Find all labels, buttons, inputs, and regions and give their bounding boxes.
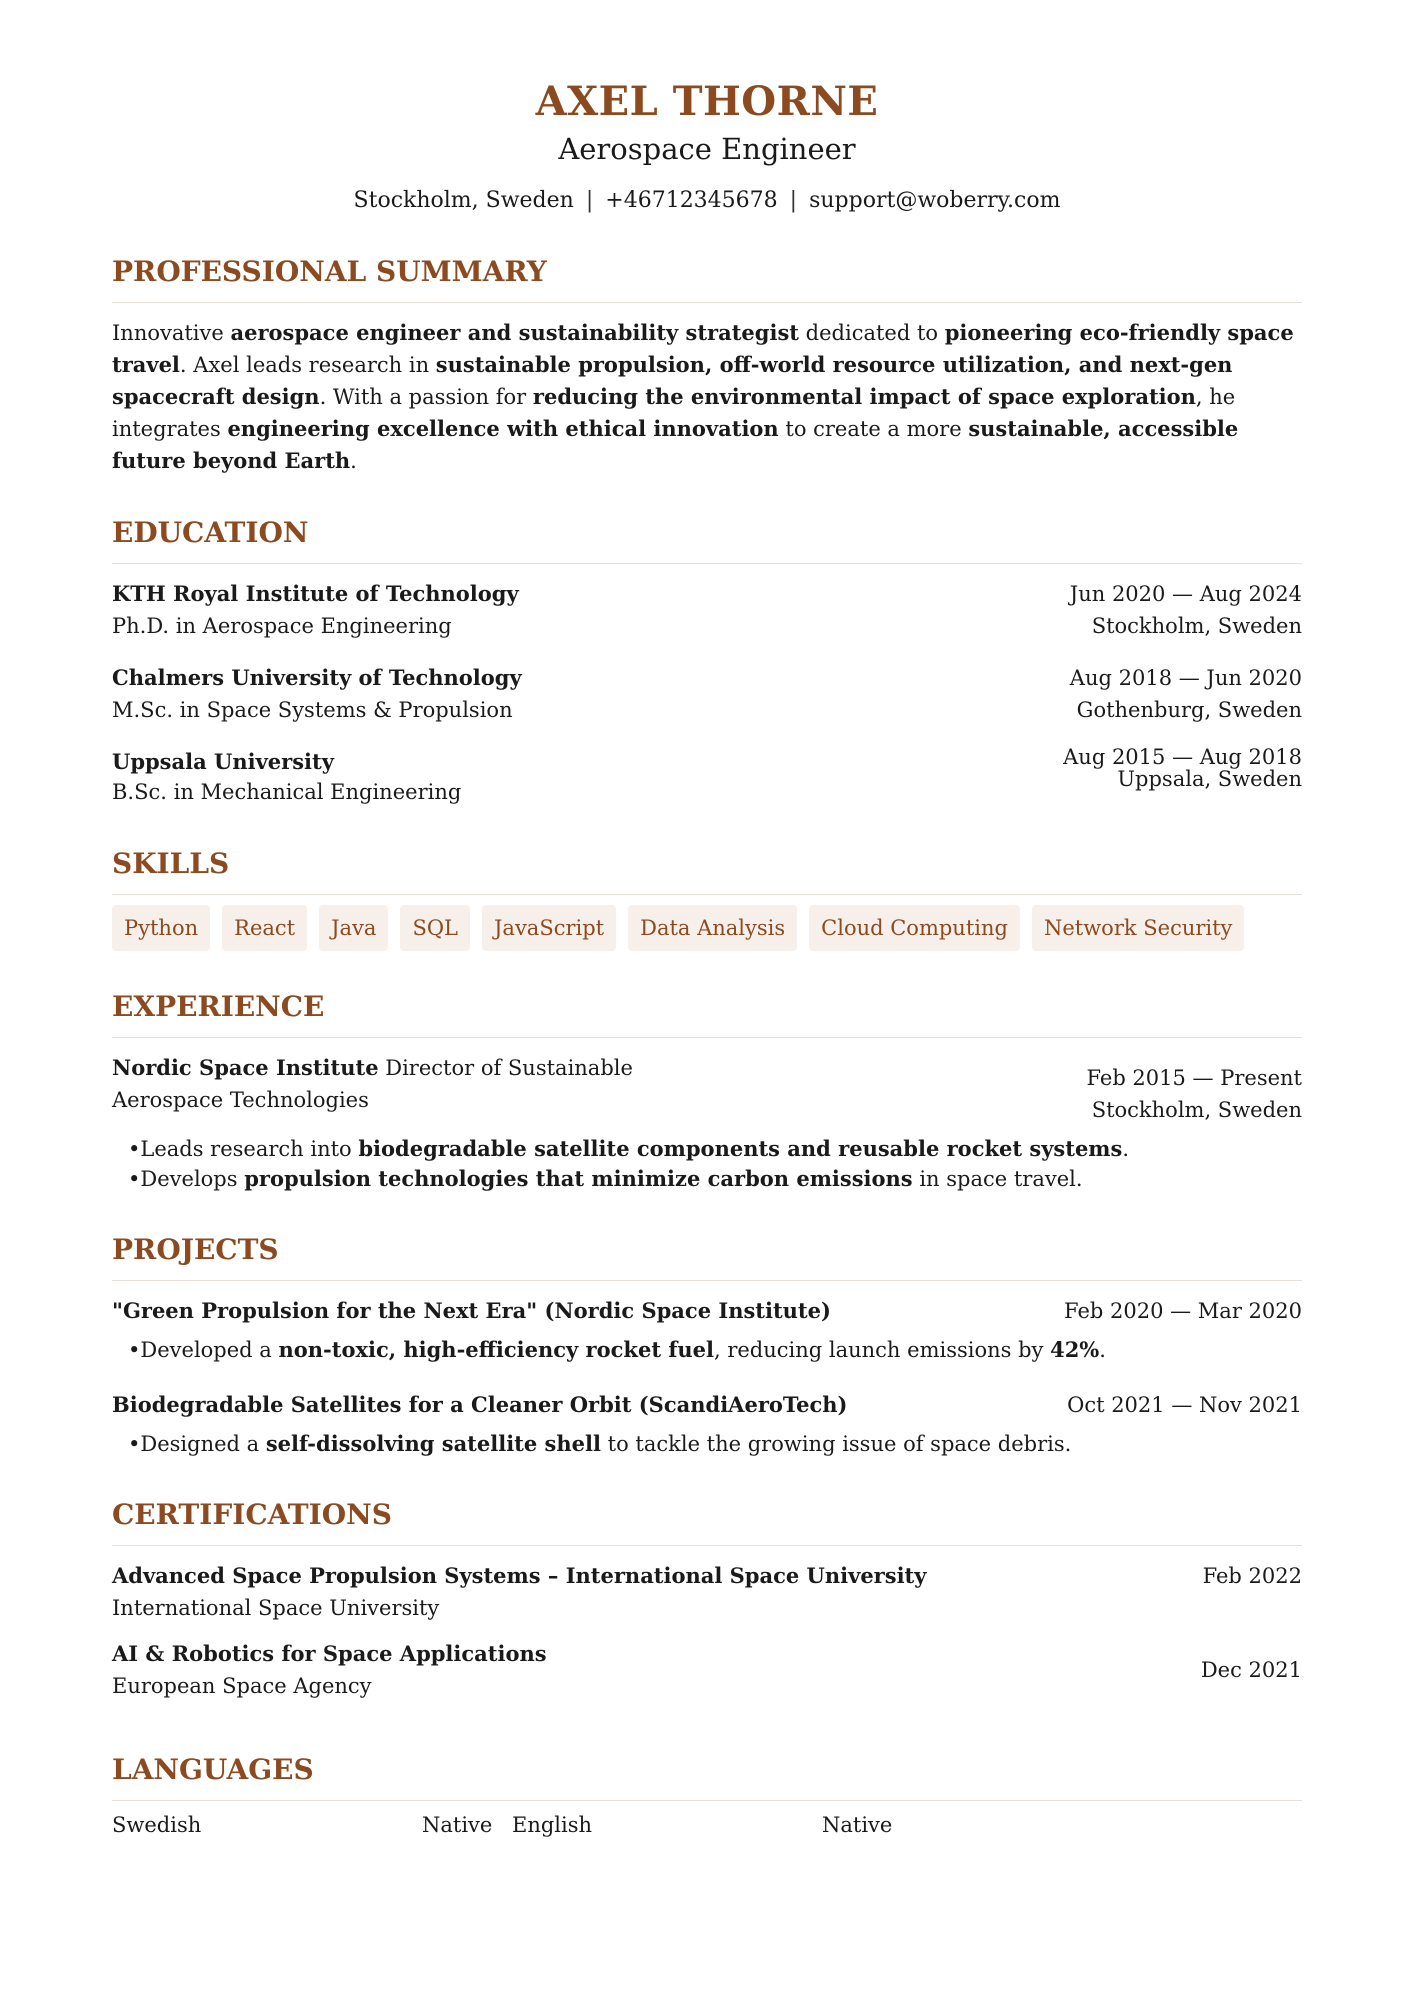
project-name: Biodegradable Satellites for a Cleaner Orbit (ScandiAeroTech)	[112, 1392, 848, 1417]
education-dates: Jun 2020 — Aug 2024	[1069, 582, 1302, 606]
education-location: Stockholm, Sweden	[1091, 614, 1302, 638]
project-bullet-text: Designed a	[140, 1432, 266, 1456]
summary-emphasis: engineering excellence with ethical innovation	[227, 416, 779, 441]
candidate-name: AXEL THORNE	[535, 78, 879, 125]
experience-list	[112, 1038, 1302, 1194]
skills-list	[112, 895, 1302, 951]
summary-text: .	[350, 449, 357, 473]
project-bullet-text: , reducing launch emissions by	[713, 1338, 1051, 1362]
education-degree: M.Sc. in Space Systems & Propulsion	[112, 698, 513, 722]
experience-bullet-text: in space travel.	[912, 1167, 1083, 1191]
project-bullet-emphasis: self-dissolving satellite shell	[265, 1431, 601, 1456]
education-item	[112, 662, 1302, 726]
certification-issuer: European Space Agency	[112, 1674, 372, 1698]
section-title-education: EDUCATION	[112, 515, 1302, 564]
education-location: Uppsala, Sweden	[1117, 767, 1302, 791]
certification-item	[112, 1560, 1302, 1624]
project-dates: Feb 2020 — Mar 2020	[1064, 1299, 1302, 1323]
skill-chip: Python	[112, 905, 210, 951]
certifications-list	[112, 1546, 1302, 1702]
education-degree: Ph.D. in Aerospace Engineering	[112, 614, 452, 638]
experience-role-continued: Aerospace Technologies	[112, 1088, 369, 1112]
summary-text: to create a more	[778, 417, 969, 441]
education-dates: Aug 2015 — Aug 2018	[1063, 745, 1302, 769]
certification-issuer: International Space University	[112, 1596, 440, 1620]
project-bullet-text: .	[1099, 1338, 1106, 1362]
projects-list	[112, 1281, 1302, 1459]
summary-emphasis: reducing the environmental impact of space exploration	[532, 384, 1196, 409]
experience-bullet	[128, 1134, 1302, 1164]
experience-bullets	[112, 1134, 1302, 1194]
experience-bullet-text: Develops	[140, 1167, 245, 1191]
project-bullet-emphasis: 42%	[1050, 1337, 1100, 1362]
experience-bullet	[128, 1164, 1302, 1194]
experience-bullet-text: .	[1122, 1137, 1130, 1161]
candidate-title: Aerospace Engineer	[558, 132, 856, 166]
project-item	[112, 1295, 1302, 1365]
experience-company: Nordic Space Institute	[112, 1055, 379, 1080]
skill-chip: Network Security	[1032, 905, 1244, 951]
section-title-projects: PROJECTS	[112, 1232, 1302, 1281]
experience-location: Stockholm, Sweden	[1091, 1098, 1302, 1122]
resume-header	[112, 0, 1302, 216]
experience-heading	[112, 1052, 1086, 1116]
education-school: Chalmers University of Technology	[112, 665, 522, 690]
project-dates: Oct 2021 — Nov 2021	[1067, 1393, 1302, 1417]
project-item	[112, 1389, 1302, 1459]
contact-separator: |	[585, 188, 594, 213]
education-dates: Aug 2018 — Jun 2020	[1069, 666, 1302, 690]
certification-item	[112, 1638, 1302, 1702]
certification-date: Dec 2021	[1200, 1658, 1302, 1682]
summary-text	[112, 303, 1302, 477]
summary-text: Innovative	[112, 321, 231, 345]
summary-emphasis: pioneering eco-friendly space travel	[112, 320, 1294, 377]
contact-separator: |	[789, 188, 798, 213]
project-bullet	[128, 1335, 1302, 1365]
education-list	[112, 564, 1302, 808]
education-degree: B.Sc. in Mechanical Engineering	[112, 780, 462, 804]
language-item	[112, 1813, 512, 1837]
summary-text: dedicated to	[798, 321, 945, 345]
language-level: Native	[822, 1813, 893, 1837]
summary-text: . Axel leads research in	[179, 353, 436, 377]
summary-section	[112, 254, 1302, 477]
project-bullets	[112, 1429, 1302, 1459]
experience-meta	[1086, 1052, 1302, 1126]
education-location: Gothenburg, Sweden	[1076, 698, 1302, 722]
language-item	[512, 1813, 912, 1837]
experience-item	[112, 1052, 1302, 1194]
language-level: Native	[422, 1813, 493, 1837]
languages-section	[112, 1752, 1302, 1837]
experience-bullet-text: Leads research into	[140, 1137, 359, 1161]
language-name: English	[512, 1813, 593, 1837]
project-bullet-emphasis: non-toxic, high-efficiency rocket fuel	[278, 1337, 714, 1362]
summary-emphasis: sustainable propulsion, off-world resource utilization, and next-gen spacecraft design	[112, 352, 1233, 409]
education-item	[112, 746, 1302, 808]
skill-chip: Cloud Computing	[809, 905, 1020, 951]
certification-date: Feb 2022	[1202, 1564, 1302, 1588]
section-title-skills: SKILLS	[112, 846, 1302, 895]
certification-name: Advanced Space Propulsion Systems – International Space University	[112, 1563, 927, 1588]
section-title-experience: EXPERIENCE	[112, 989, 1302, 1038]
project-name: "Green Propulsion for the Next Era" (Nordic Space Institute)	[112, 1298, 831, 1323]
certification-name: AI & Robotics for Space Applications	[112, 1641, 547, 1666]
languages-list	[112, 1801, 1302, 1837]
section-title-certifications: CERTIFICATIONS	[112, 1497, 1302, 1546]
education-item	[112, 578, 1302, 642]
project-bullet-text: to tackle the growing issue of space debris.	[600, 1432, 1072, 1456]
language-name: Swedish	[112, 1813, 202, 1837]
skill-chip: SQL	[400, 905, 470, 951]
skill-chip: JavaScript	[482, 905, 616, 951]
section-title-summary: PROFESSIONAL SUMMARY	[112, 254, 1302, 303]
contact-email[interactable]: support@woberry.com	[809, 188, 1061, 213]
experience-bullet-emphasis: propulsion technologies that minimize carbon emissions	[244, 1166, 913, 1191]
skill-chip: Java	[319, 905, 388, 951]
contact-location: Stockholm, Sweden	[353, 188, 574, 213]
education-school: Uppsala University	[112, 749, 334, 774]
projects-section	[112, 1232, 1302, 1459]
experience-bullet-emphasis: biodegradable satellite components and reusable rocket systems	[358, 1136, 1123, 1161]
education-school: KTH Royal Institute of Technology	[112, 581, 519, 606]
summary-emphasis: sustainable, accessible future beyond Earth	[112, 416, 1239, 473]
project-bullets	[112, 1335, 1302, 1365]
summary-emphasis: aerospace engineer and sustainability strategist	[230, 320, 799, 345]
section-title-languages: LANGUAGES	[112, 1752, 1302, 1801]
project-bullet	[128, 1429, 1302, 1459]
project-bullet-text: Developed a	[140, 1338, 279, 1362]
summary-text: , he integrates	[112, 385, 1236, 441]
certifications-section	[112, 1497, 1302, 1702]
education-section	[112, 515, 1302, 808]
summary-text: . With a passion for	[319, 385, 533, 409]
experience-dates: Feb 2015 — Present	[1086, 1066, 1302, 1090]
contact-line	[112, 186, 1302, 216]
contact-phone[interactable]: +46712345678	[605, 188, 778, 213]
skill-chip: React	[222, 905, 307, 951]
skills-section	[112, 846, 1302, 951]
skill-chip: Data Analysis	[628, 905, 797, 951]
experience-section	[112, 989, 1302, 1194]
experience-role: Director of Sustainable	[385, 1056, 633, 1080]
